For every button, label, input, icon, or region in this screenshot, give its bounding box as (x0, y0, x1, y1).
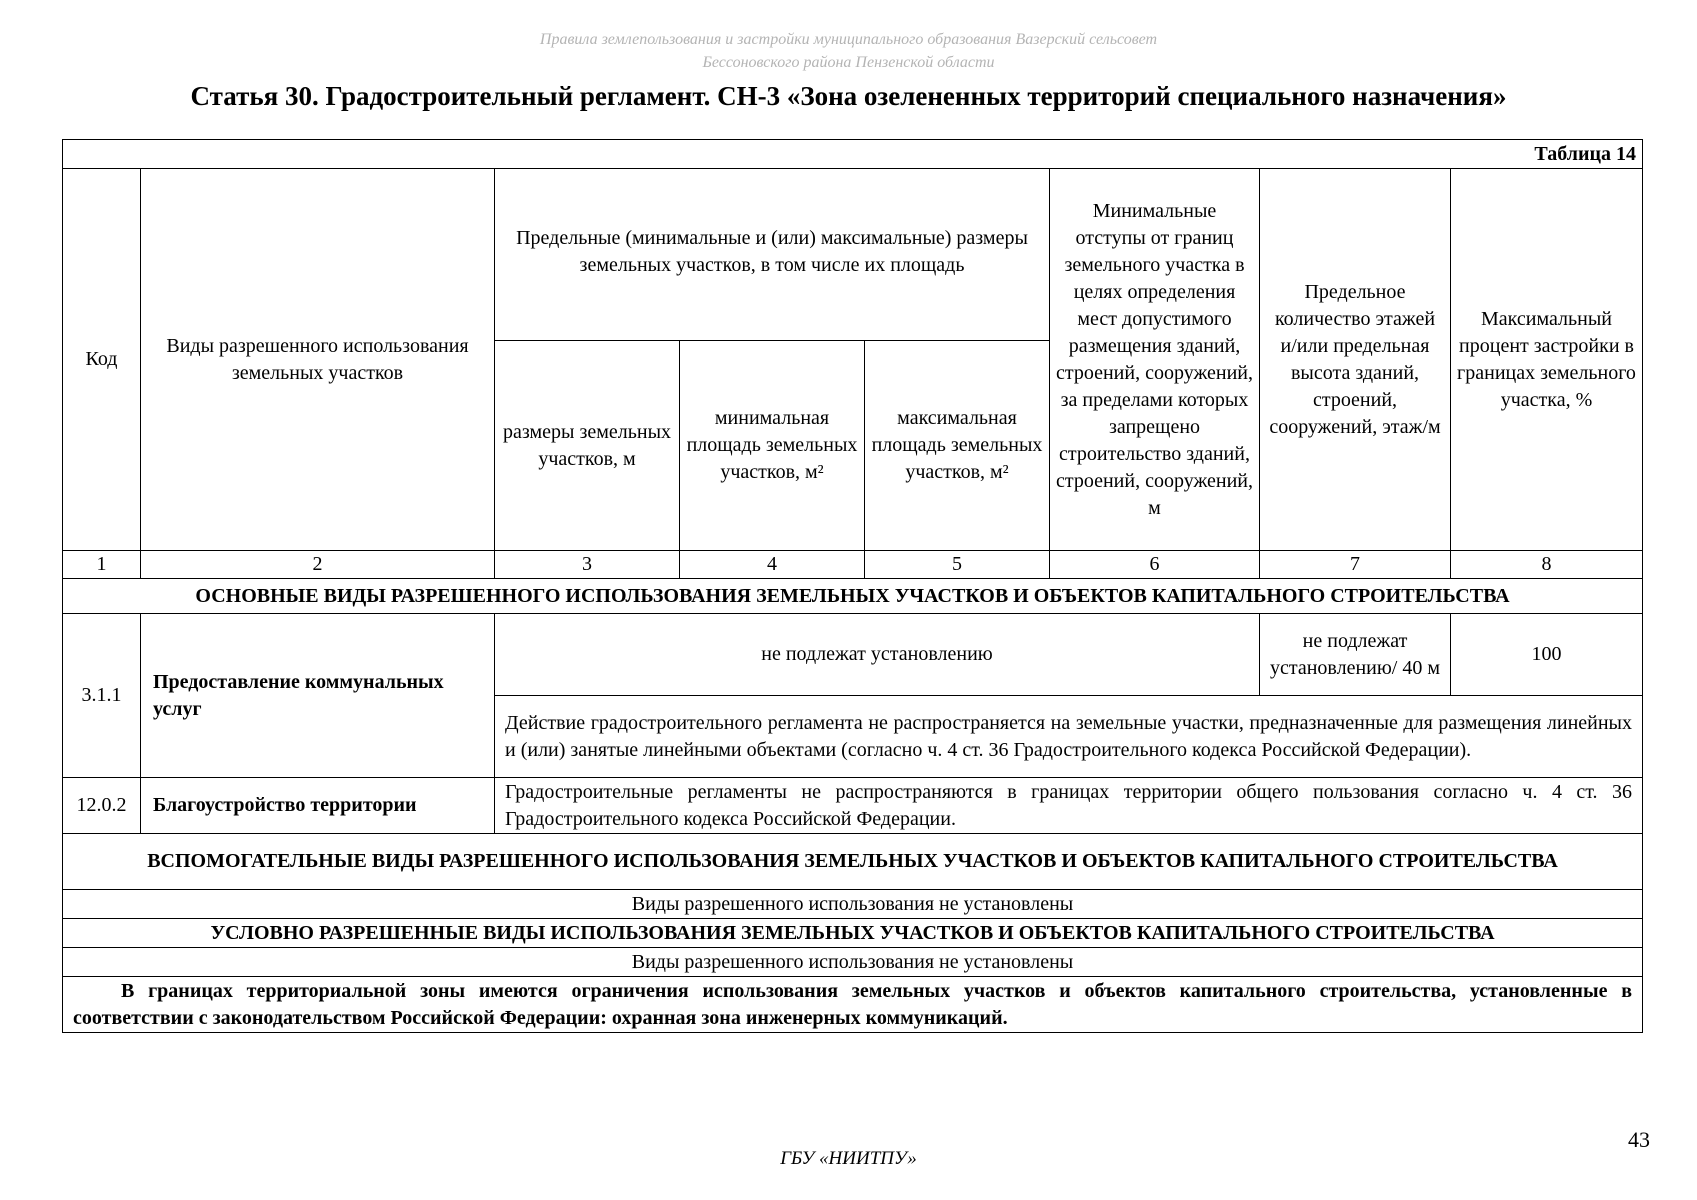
column-number: 7 (1260, 551, 1451, 579)
section-auxiliary-title: ВСПОМОГАТЕЛЬНЫЕ ВИДЫ РАЗРЕШЕННОГО ИСПОЛЬЗОВАНИЯ ЗЕМЕЛЬНЫХ УЧАСТКОВ И ОБЪЕКТОВ КАПИТАЛЬНОГО СТРОИТЕЛЬСТВА (63, 834, 1643, 890)
row-floors-value: не подлежат установлению/ 40 м (1260, 614, 1451, 696)
header-min-area: минимальная площадь земельных участков, м² (680, 341, 865, 551)
column-number: 1 (63, 551, 141, 579)
header-setbacks: Минимальные отступы от границ земельного участка в целях определения мест допустимого размещения зданий, строений, сооружений, за пределами которых запрещено строительство зданий, строений, сооружений, м (1050, 169, 1260, 551)
footer-organization: ГБУ «НИИТПУ» (780, 1148, 917, 1169)
section-main-title: ОСНОВНЫЕ ВИДЫ РАЗРЕШЕННОГО ИСПОЛЬЗОВАНИЯ ЗЕМЕЛЬНЫХ УЧАСТКОВ И ОБЪЕКТОВ КАПИТАЛЬНОГО СТРОИТЕЛЬСТВА (63, 579, 1643, 614)
column-number: 3 (495, 551, 680, 579)
auxiliary-text: Виды разрешенного использования не установлены (63, 890, 1643, 919)
conditional-text: Виды разрешенного использования не установлены (63, 948, 1643, 977)
column-number: 6 (1050, 551, 1260, 579)
column-number: 8 (1451, 551, 1643, 579)
row-coverage-value: 100 (1451, 614, 1643, 696)
row-use-name: Благоустройство территории (141, 778, 495, 834)
row-code: 3.1.1 (63, 614, 141, 778)
running-header-line1: Правила землепользования и застройки муниципального образования Вазерский сельсовет (539, 31, 1158, 48)
header-sizes: размеры земельных участков, м (495, 341, 680, 551)
row-note: Градостроительные регламенты не распространяются в границах территории общего пользования согласно ч. 4 ст. 36 Градостроительного кодекса Российской Федерации. (495, 778, 1643, 834)
header-code: Код (63, 169, 141, 551)
header-floors: Предельное количество этажей и/или предельная высота зданий, строений, сооружений, этаж/м (1260, 169, 1451, 551)
header-coverage: Максимальный процент застройки в границах земельного участка, % (1451, 169, 1643, 551)
row-note: Действие градостроительного регламента не распространяется на земельные участки, предназначенные для размещения линейных и (или) занятые линейными объектами (согласно ч. 4 ст. 36 Градостроительного кодекса Российской Федерации). (495, 696, 1643, 778)
regulation-table (62, 139, 1643, 1033)
section-conditional-title: УСЛОВНО РАЗРЕШЕННЫЕ ВИДЫ ИСПОЛЬЗОВАНИЯ ЗЕМЕЛЬНЫХ УЧАСТКОВ И ОБЪЕКТОВ КАПИТАЛЬНОГО СТРОИТЕЛЬСТВА (63, 919, 1643, 948)
column-number-row (63, 551, 1643, 579)
column-number: 2 (141, 551, 495, 579)
row-code: 12.0.2 (63, 778, 141, 834)
header-max-area: максимальная площадь земельных участков, м² (865, 341, 1050, 551)
article-title: Статья 30. Градостроительный регламент. СН-3 «Зона озелененных территорий специального назначения» (190, 81, 1507, 111)
row-use-name: Предоставление коммунальных услуг (141, 614, 495, 778)
table-label: Таблица 14 (63, 140, 1643, 169)
column-number: 5 (865, 551, 1050, 579)
page-number: 43 (1628, 1127, 1650, 1152)
column-number: 4 (680, 551, 865, 579)
header-limits-group: Предельные (минимальные и (или) максимальные) размеры земельных участков, в том числе их площадь (495, 169, 1050, 341)
header-use-types: Виды разрешенного использования земельных участков (141, 169, 495, 551)
restrictions-note: В границах территориальной зоны имеются ограничения использования земельных участков и объектов капитального строительства, установленные в соответствии с законодательством Российской Федерации: охранная зона инженерных коммуникаций. (63, 977, 1643, 1033)
row-limits-value: не подлежат установлению (495, 614, 1260, 696)
running-header-line2: Бессоновского района Пензенской области (702, 54, 995, 71)
